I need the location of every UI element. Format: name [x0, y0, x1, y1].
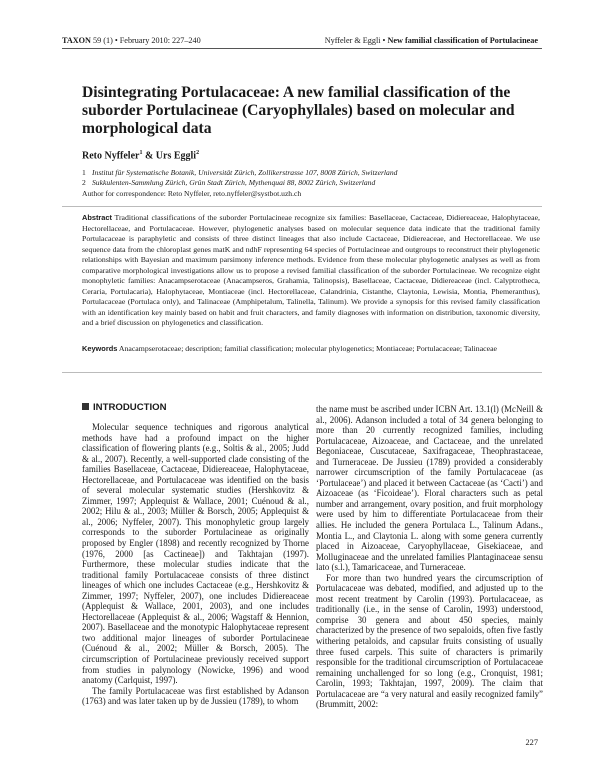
author-line — [82, 150, 199, 161]
running-authors: Nyffeler & Eggli • — [324, 36, 386, 45]
journal-name: TAXON — [62, 36, 91, 45]
abstract-text: Traditional classifications of the suborder Portulacineae recognize six families: Basellaceae, Cactaceae, Didiereaceae, Halophytaceae, Hectorellaceae, and Portulacaceae. However, phylogenetic analyses based on molecular sequence data indicate that the traditional family Portulacaceae is paraphyletic and consists of three distinct lineages that also include Cactaceae, Didiereaceae, and Hectorellaceae. We use sequence data from the chloroplast genes matK and ndhF representing 64 species of Portulacineae and outgroups to reconstruct their phylogenetic relationships with Bayesian and maximum parsimony inference methods. Evidence from these molecular phylogenetic analyses as well as from comparative morphological investigations allow us to propose a revised familial classification of the suborder Portulacineae. We recognize eight monophyletic families: Anacampserotaceae (Anacampseros, Grahamia, Talinopsis), Basellaceae, Cactaceae, Didiereaceae (incl. Calyptrotheca, Ceraria, Portulacaria), Halophytaceae, Montiaceae (incl. Hectorellaceae, Calandrinia, Cistanthe, Claytonia, Lewisia, Montia, Phemeranthus), Portulacaceae (Portulaca only), and Talinaceae (Amphipetalum, Talinella, Talinum). We provide a synopsis for this revised family classification with an identification key mainly based on habit and fruit characters, and family diagnoses with information on distribution, taxonomic diversity, and a brief discussion on phylogenetics and classification. — [82, 213, 540, 327]
article-title: Disintegrating Portulacaceae: A new familial classification of the suborder Portulacineae (Caryophyllales) based on molecular and morphological data — [82, 84, 515, 137]
volume-info: 59 (1) • February 2010: 227–240 — [93, 36, 201, 45]
keywords-label: Keywords — [82, 344, 118, 353]
author-1: Reto Nyffeler — [82, 150, 140, 162]
affiliations — [82, 168, 542, 199]
abstract-top-rule — [62, 206, 542, 207]
section-marker — [82, 403, 89, 410]
running-title: New familial classification of Portulacineae — [387, 36, 538, 45]
abstract-bottom-rule — [62, 372, 542, 373]
author-2-affil: 2 — [196, 150, 200, 156]
header-rule — [62, 48, 542, 49]
author-connector: & Urs Eggli — [142, 150, 197, 162]
paragraph: For more than two hundred years the circumscription of Portulacaceae was debated, modified, and adjusted up to the most recent treatment by Carolin (1993). Portulacaceae, as traditionally (i.e., in the sense of Carolin, 1993) understood, comprise 30 genera and about 450 species, mainly characterized by the presence of two sepaloids, often five fastly withering petaloids, and capsular fruits consisting of usually three fused carpels. This suite of characters is primarily responsible for the traditional circumscription of Portulacaceae remaining unchallenged for so long (e.g., Cronquist, 1981; Carolin, 1993; Takhtajan, 1997, 2009). The claim that Portulacaceae are “a very natural and easily recognized family” (Brummitt, 2002: — [316, 572, 543, 710]
correspondence: Author for correspondence: Reto Nyffeler, reto.nyffeler@systbot.uzh.ch — [82, 188, 302, 198]
keywords-text: Anacampserotaceae; description; familial classification; molecular phylogenetics; Montiaceae; Portulacaceae; Talinaceae — [118, 344, 498, 353]
paragraph: Molecular sequence techniques and rigorous analytical methods have had a profound impact on the higher classification of flowering plants (e.g., Soltis & al., 2005; Judd & al., 2007). Recently, a well-supported clade consisting of the families Basellaceae, Cactaceae, Didiereaceae, Halophytaceae, Hectorellaceae, and Portulacaceae was identified on the basis of several molecular systematic studies (Hershkovitz & Zimmer, 1997; Applequist & Wallace, 2001; Cuénoud & al., 2002; Hilu & al., 2003; Müller & Borsch, 2005; Applequist & al., 2006; Nyffeler, 2007). This monophyletic group largely corresponds to the suborder Portulacineae as originally proposed by Engler (1898) and recently recognized by Thorne (1976, 2000 [as Cactineae]) and Takhtajan (1997). Furthermore, these molecular studies indicate that the traditional family Portulacaceae consists of three distinct lineages of which one includes Cactaceae (e.g., Hershkovitz & Zimmer, 1997; Nyffeler, 2007), one includes Didiereaceae (Applequist & Wallace, 2001, 2003), and one includes Hectorellaceae (Applequist & al., 2006; Wagstaff & Hennion, 2007). Basellaceae and the monotypic Halophytaceae represent two additional major lineages of suborder Portulacineae (Cuénoud & al., 2002; Müller & Borsch, 2005). The circumscription of Portulacineae previously received support from studies in palynology (Nowicke, 1996) and wood anatomy (Carlquist, 1997). — [82, 422, 309, 686]
affil-num: 1 — [82, 168, 86, 177]
section-title: INTRODUCTION — [93, 402, 167, 413]
paragraph: the name must be ascribed under ICBN Art. 13.1(l) (McNeill & al., 2006). Adanson included a total of 34 genera belonging to more than 20 currently recognized families, including Portulacaceae, Aizoaceae, and Cactaceae, and the unrelated Begoniaceae, Cuscutaceae, Saxifragaceae, Theophrastaceae, and Turneraceae. De Jussieu (1789) provided a considerably narrower circumscription of the family Portulacaceae (as ‘Portulaceae’) and placed it between Cactaceae (as ‘Cacti’) and Aizoaceae (as ‘Ficoideae’). Floral characters such as petal number and arrangement, ovary position, and fruit morphology were used by him to differentiate Portulacaceae from their allies. He included the genera Portulaca L., Talinum Adans., Montia L., and Claytonia L. along with some genera currently placed in Aizoaceae, Caryophyllaceae, Gisekiaceae, and Molluginaceae and the unrelated families Plantaginaceae sensu lato (s.l.), Tamaricaceae, and Turneraceae. — [316, 404, 543, 573]
affiliation-1 — [82, 168, 542, 178]
abstract — [82, 213, 540, 329]
running-header-right — [325, 36, 538, 45]
affil-text: Sukkulenten-Sammlung Zürich, Grün Stadt Zürich, Mythenquai 88, 8002 Zürich, Switzerland — [92, 178, 376, 188]
abstract-label: Abstract — [82, 213, 112, 222]
body-column-left — [82, 422, 309, 707]
affiliation-2 — [82, 178, 542, 188]
keywords — [82, 344, 540, 355]
running-header-left — [62, 36, 201, 45]
affil-text: Institut für Systematische Botanik, Universität Zürich, Zollikerstrasse 107, 8008 Zürich, Switzerland — [92, 168, 398, 177]
body-column-right — [316, 404, 543, 710]
page-number: 227 — [525, 738, 538, 747]
paragraph: The family Portulacaceae was first established by Adanson (1763) and was later taken up by de Jussieu (1789), to whom — [82, 685, 309, 707]
section-heading — [82, 402, 167, 413]
author-1-affil: 1 — [139, 150, 143, 156]
affil-num: 2 — [82, 178, 86, 188]
